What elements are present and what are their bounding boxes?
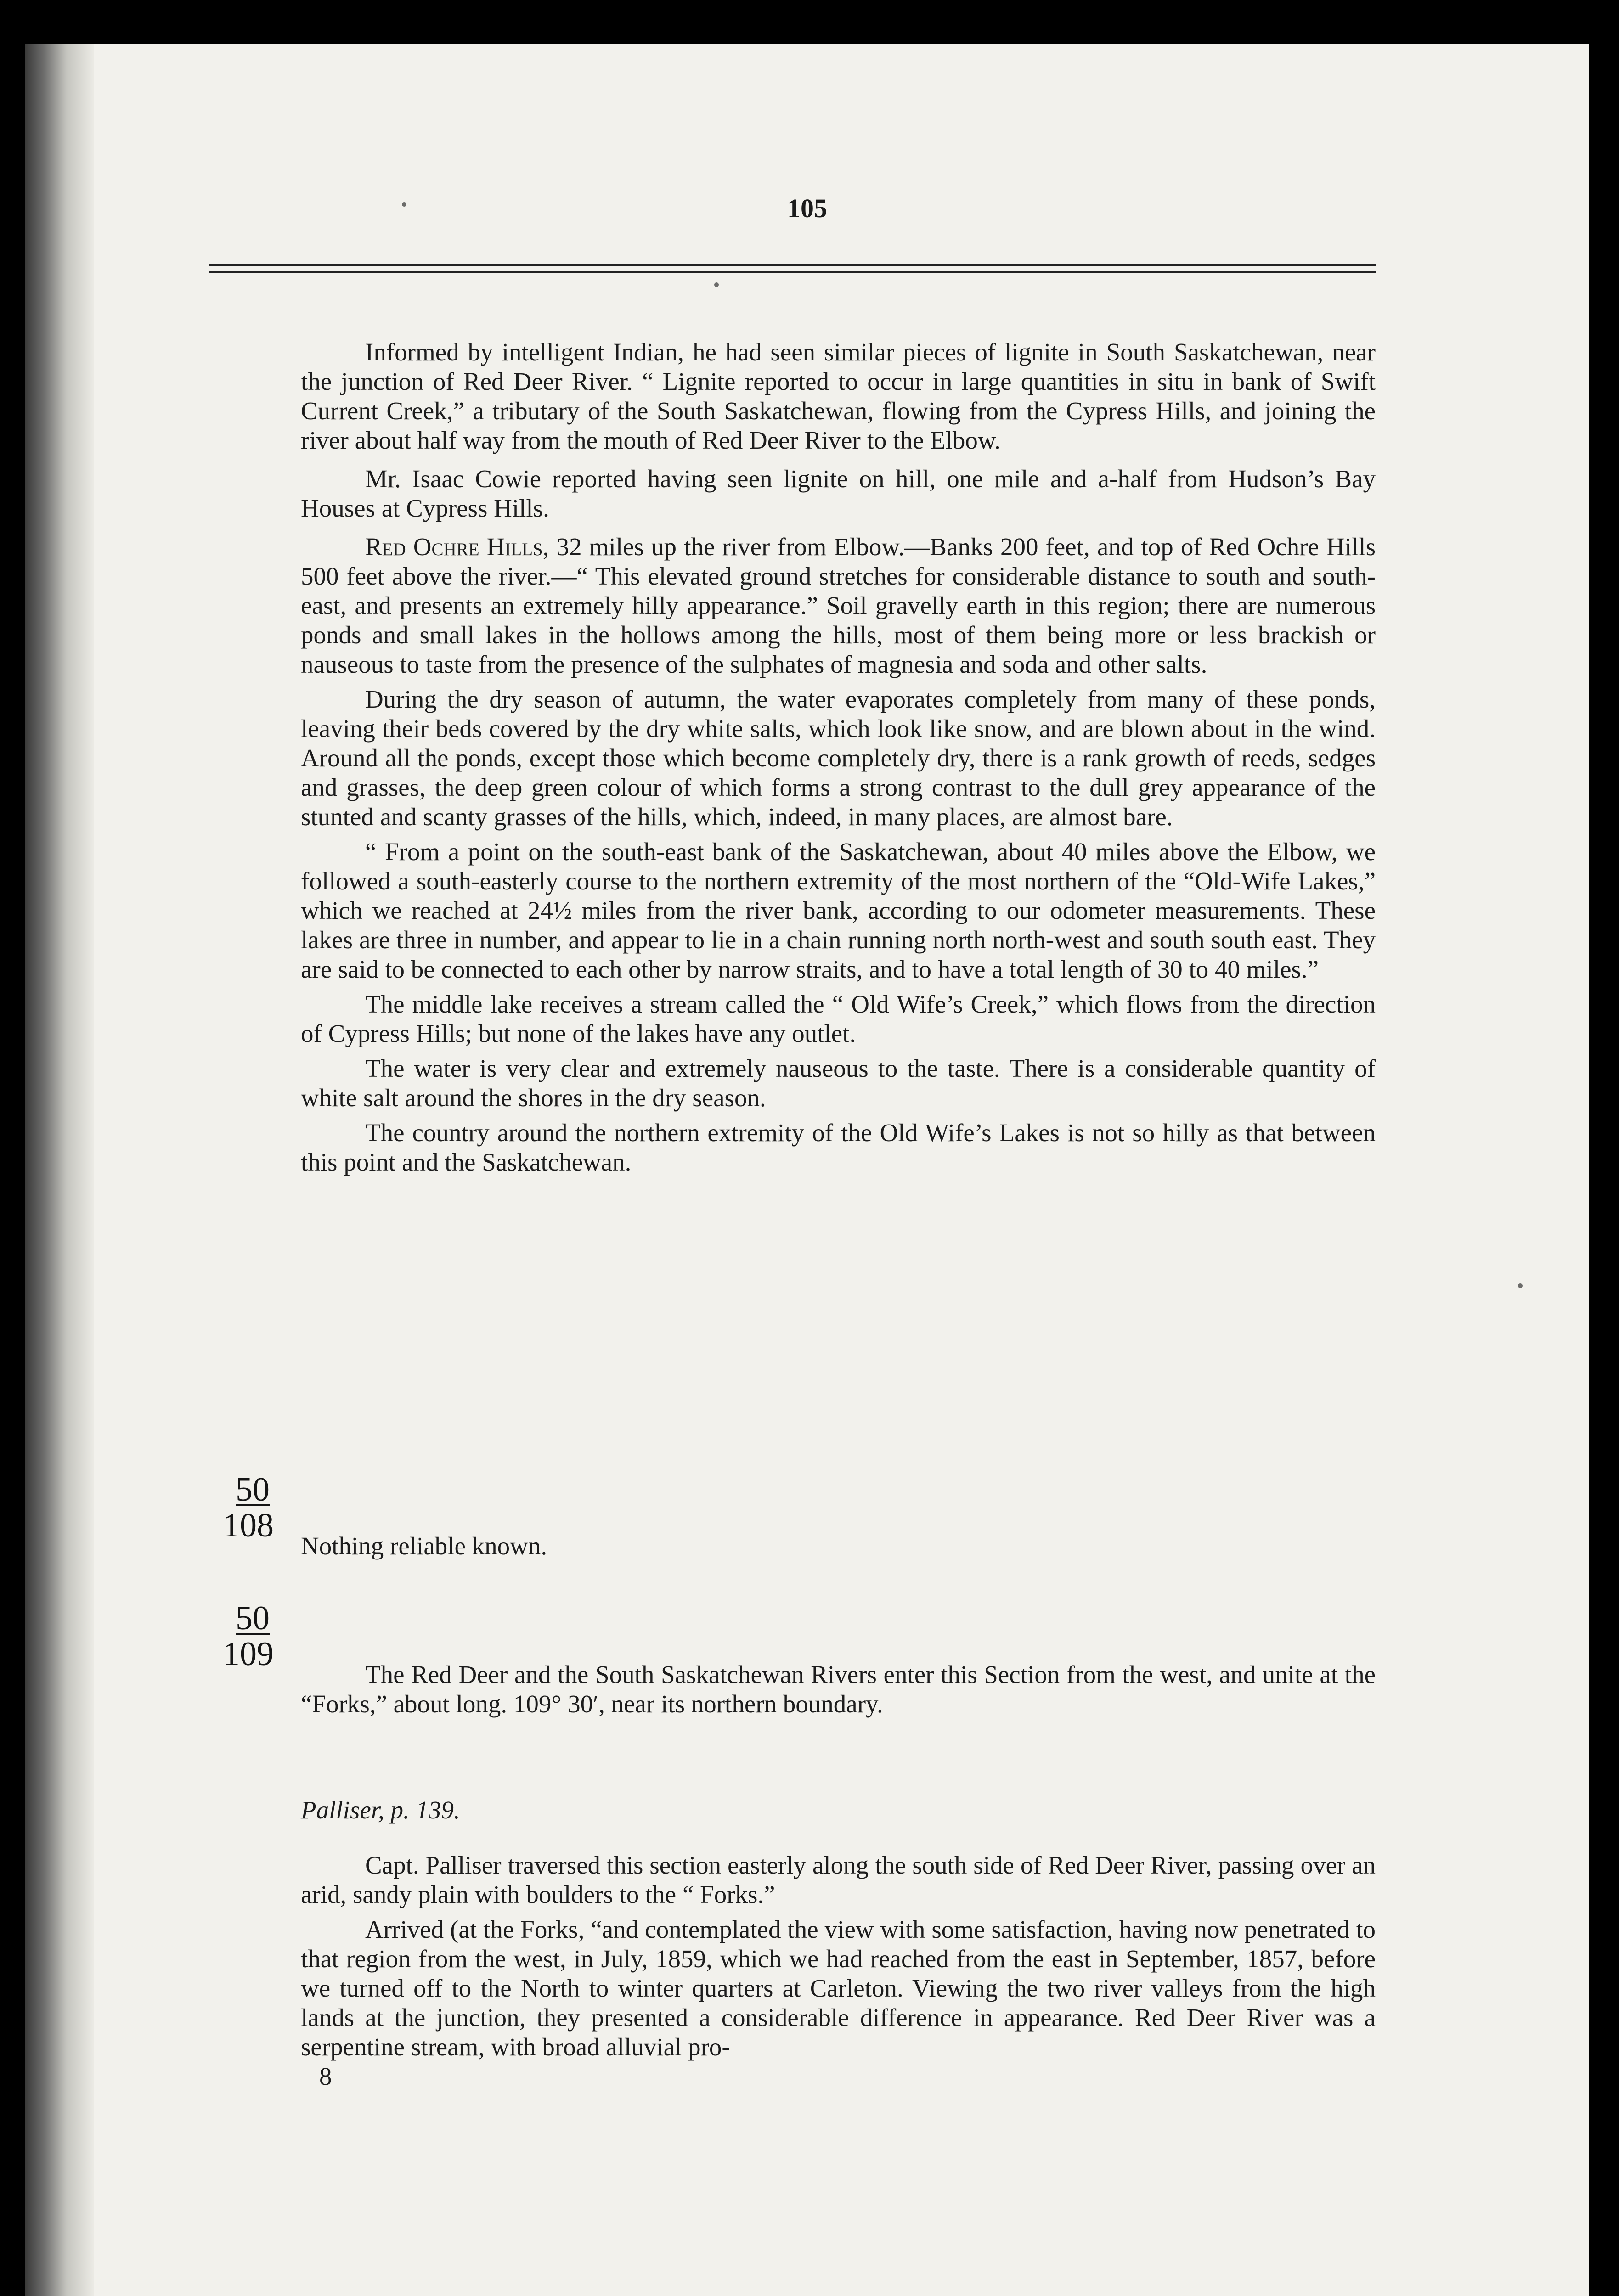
paragraph-arrived-forks: Arrived (at the Forks, “and contemplated the view with some satisfaction, having now penetrated to that region from the west, in July, 1859, which we had reached from the east in September, 1857, before we turned off to the North to winter quarters at Carleton. Viewing the two river valleys from the high lands at the junction, they presented a considerable difference in appearance. Red Deer River was a serpentine stream, with broad alluvial pro-	[301, 1915, 1376, 2061]
paragraph-isaac-cowie: Mr. Isaac Cowie reported having seen lignite on hill, one mile and a-half from Hudson’s Bay Houses at Cypress Hills.	[301, 465, 1376, 522]
section-109-intro: The Red Deer and the South Saskatchewan Rivers enter this Section from the west, and unite at the “Forks,” about long. 109° 30′, near its northern boundary.	[301, 1660, 1376, 1718]
print-speck	[1518, 1283, 1523, 1288]
paragraph-middle-lake: The middle lake receives a stream called the “ Old Wife’s Creek,” which flows from the direction of Cypress Hills; but none of the lakes have any outlet.	[301, 990, 1376, 1047]
paragraph-lignite-indian: Informed by intelligent Indian, he had seen similar pieces of lignite in South Saskatchewan, near the junction of Red Deer River. “ Lignite reported to occur in large quantities in situ in bank of Swift Current Creek,” a tributary of the South Saskatchewan, flowing from the Cypress Hills, and joining the river about half way from the mouth of Red Deer River to the Elbow.	[301, 338, 1376, 454]
section-109-number	[223, 1600, 274, 1672]
header-rule	[209, 264, 1376, 266]
paragraph-water: The water is very clear and extremely nauseous to the taste. There is a considerable quantity of white salt around the shores in the dry season.	[301, 1054, 1376, 1112]
paragraph-dry-season: During the dry season of autumn, the water evaporates completely from many of these ponds, leaving their beds covered by the dry white salts, which look like snow, and are blown about in the wind. Around all the ponds, except those which become completely dry, there is a rank growth of reeds, sedges and grasses, the deep green colour of which forms a strong contrast to the dull grey appearance of the stunted and scanty grasses of the hills, which, indeed, in many places, are almost bare.	[301, 685, 1376, 831]
binding-edge	[25, 44, 94, 2296]
document-page	[25, 44, 1589, 2296]
paragraph-red-ochre-hills	[301, 532, 1376, 679]
section-108-range: 108	[223, 1507, 274, 1544]
section-109-range: 109	[223, 1635, 274, 1673]
section-108-number	[223, 1472, 274, 1543]
print-speck	[714, 282, 719, 287]
paragraph-country-around: The country around the northern extremity of the Old Wife’s Lakes is not so hilly as that between this point and the Saskatchewan.	[301, 1119, 1376, 1176]
section-108-text: Nothing reliable known.	[301, 1532, 547, 1560]
header-rule-secondary	[209, 271, 1376, 273]
main-text-block	[301, 338, 1376, 1182]
section-109-township: 50	[236, 1599, 270, 1637]
section-108-township: 50	[236, 1471, 270, 1508]
palliser-text-block	[301, 1851, 1376, 2067]
red-ochre-hills-text: 32 miles up the river from Elbow.—Banks 200 feet, and top of Red Ochre Hills 500 feet above the river.—“ This elevated ground stretches for considerable distance to south and south-east, and presents an extremely hilly appearance.” Soil gravelly earth in this region; there are numerous ponds and small lakes in the hollows among the hills, most of them being more or less brackish or nauseous to taste from the presence of the sulphates of magnesia and soda and other salts.	[301, 533, 1376, 678]
print-speck	[402, 202, 406, 207]
red-ochre-hills-heading: Red Ochre Hills,	[365, 533, 549, 561]
signature-mark: 8	[319, 2062, 332, 2090]
page-number: 105	[787, 193, 827, 223]
paragraph-old-wife-lakes-quote: “ From a point on the south-east bank of the Saskatchewan, about 40 miles above the Elbow, we followed a south-easterly course to the northern extremity of the most northern of the “Old-Wife Lakes,” which we reached at 24½ miles from the river bank, according to our odometer measurements. These lakes are three in number, and appear to lie in a chain running north north-west and south south east. They are said to be connected to each other by narrow straits, and to have a total length of 30 to 40 miles.”	[301, 838, 1376, 983]
paragraph-palliser-traversed: Capt. Palliser traversed this section easterly along the south side of Red Deer River, passing over an arid, sandy plain with boulders to the “ Forks.”	[301, 1851, 1376, 1908]
palliser-reference: Palliser, p. 139.	[301, 1796, 460, 1824]
section-109-text-block	[301, 1660, 1376, 1724]
